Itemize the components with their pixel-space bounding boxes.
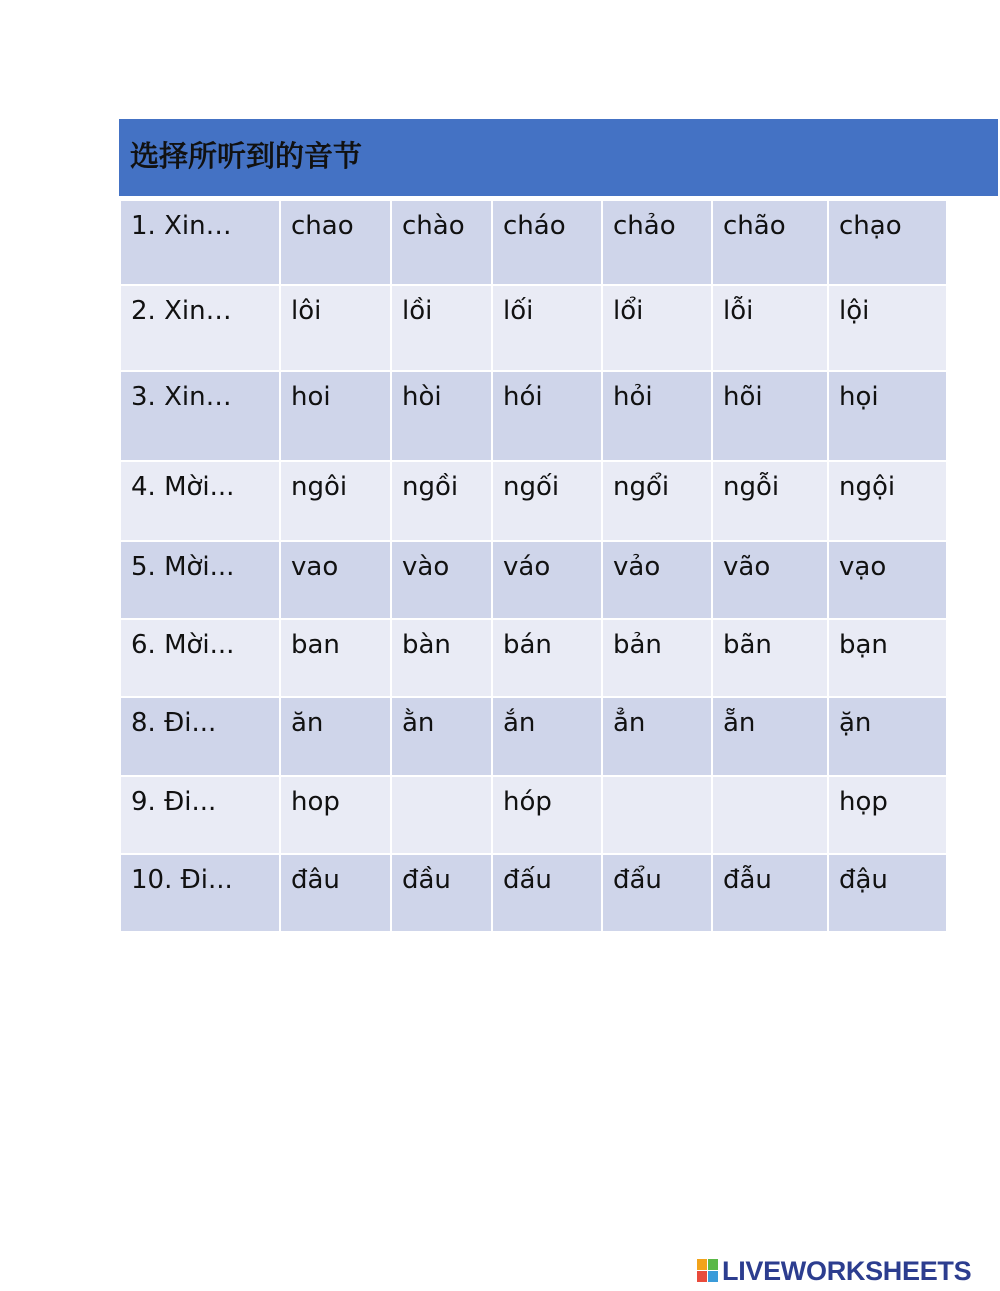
option-cell[interactable]: vão: [712, 541, 828, 619]
option-cell[interactable]: chạo: [828, 200, 947, 285]
option-cell[interactable]: lội: [828, 285, 947, 371]
table-row: [120, 461, 947, 541]
option-cell[interactable]: vảo: [602, 541, 712, 619]
table-row: [120, 776, 947, 854]
option-cell[interactable]: lôi: [280, 285, 391, 371]
option-cell[interactable]: hói: [492, 371, 602, 461]
option-cell[interactable]: ngôi: [280, 461, 391, 541]
liveworksheets-logo-icon: [697, 1259, 719, 1283]
option-cell[interactable]: [602, 776, 712, 854]
option-cell[interactable]: hop: [280, 776, 391, 854]
option-cell[interactable]: đẫu: [712, 854, 828, 932]
option-cell[interactable]: đầu: [391, 854, 492, 932]
option-cell[interactable]: hòi: [391, 371, 492, 461]
syllable-table: [119, 199, 948, 933]
logo-text: LIVEWORKSHEETS: [722, 1255, 972, 1286]
option-cell[interactable]: ngỗi: [712, 461, 828, 541]
option-cell[interactable]: đẩu: [602, 854, 712, 932]
option-cell[interactable]: ẵn: [712, 697, 828, 776]
option-cell[interactable]: họi: [828, 371, 947, 461]
option-cell[interactable]: hoi: [280, 371, 391, 461]
table-row: [120, 854, 947, 932]
option-cell[interactable]: [712, 776, 828, 854]
worksheet-title: 选择所听到的音节: [130, 139, 363, 173]
option-cell[interactable]: chào: [391, 200, 492, 285]
row-label: 2. Xin…: [120, 285, 280, 371]
option-cell[interactable]: họp: [828, 776, 947, 854]
option-cell[interactable]: vào: [391, 541, 492, 619]
row-label: 4. Mời...: [120, 461, 280, 541]
option-cell[interactable]: lồi: [391, 285, 492, 371]
option-cell[interactable]: ăn: [280, 697, 391, 776]
row-label: 8. Đi...: [120, 697, 280, 776]
option-cell[interactable]: [391, 776, 492, 854]
option-cell[interactable]: ngồi: [391, 461, 492, 541]
table-row: [120, 541, 947, 619]
row-label: 10. Đi...: [120, 854, 280, 932]
option-cell[interactable]: ngối: [492, 461, 602, 541]
table-row: [120, 619, 947, 697]
option-cell[interactable]: chao: [280, 200, 391, 285]
liveworksheets-logo: [697, 1257, 971, 1285]
option-cell[interactable]: chảo: [602, 200, 712, 285]
option-cell[interactable]: bán: [492, 619, 602, 697]
option-cell[interactable]: đâu: [280, 854, 391, 932]
option-cell[interactable]: vạo: [828, 541, 947, 619]
option-cell[interactable]: hóp: [492, 776, 602, 854]
option-cell[interactable]: lổi: [602, 285, 712, 371]
option-cell[interactable]: cháo: [492, 200, 602, 285]
row-label: 1. Xin…: [120, 200, 280, 285]
option-cell[interactable]: chão: [712, 200, 828, 285]
option-cell[interactable]: ngổi: [602, 461, 712, 541]
row-label: 6. Mời...: [120, 619, 280, 697]
option-cell[interactable]: váo: [492, 541, 602, 619]
option-cell[interactable]: hỏi: [602, 371, 712, 461]
option-cell[interactable]: bạn: [828, 619, 947, 697]
option-cell[interactable]: ắn: [492, 697, 602, 776]
table-row: [120, 371, 947, 461]
option-cell[interactable]: lối: [492, 285, 602, 371]
table-row: [120, 285, 947, 371]
option-cell[interactable]: ằn: [391, 697, 492, 776]
option-cell[interactable]: bản: [602, 619, 712, 697]
option-cell[interactable]: bàn: [391, 619, 492, 697]
option-cell[interactable]: ặn: [828, 697, 947, 776]
option-cell[interactable]: đấu: [492, 854, 602, 932]
option-cell[interactable]: bãn: [712, 619, 828, 697]
row-label: 9. Đi...: [120, 776, 280, 854]
option-cell[interactable]: lỗi: [712, 285, 828, 371]
option-cell[interactable]: vao: [280, 541, 391, 619]
option-cell[interactable]: hõi: [712, 371, 828, 461]
row-label: 3. Xin…: [120, 371, 280, 461]
table-row: [120, 697, 947, 776]
row-label: 5. Mời...: [120, 541, 280, 619]
option-cell[interactable]: đậu: [828, 854, 947, 932]
option-cell[interactable]: ban: [280, 619, 391, 697]
table-row: [120, 200, 947, 285]
header-bar: [119, 119, 998, 196]
option-cell[interactable]: ẳn: [602, 697, 712, 776]
option-cell[interactable]: ngội: [828, 461, 947, 541]
